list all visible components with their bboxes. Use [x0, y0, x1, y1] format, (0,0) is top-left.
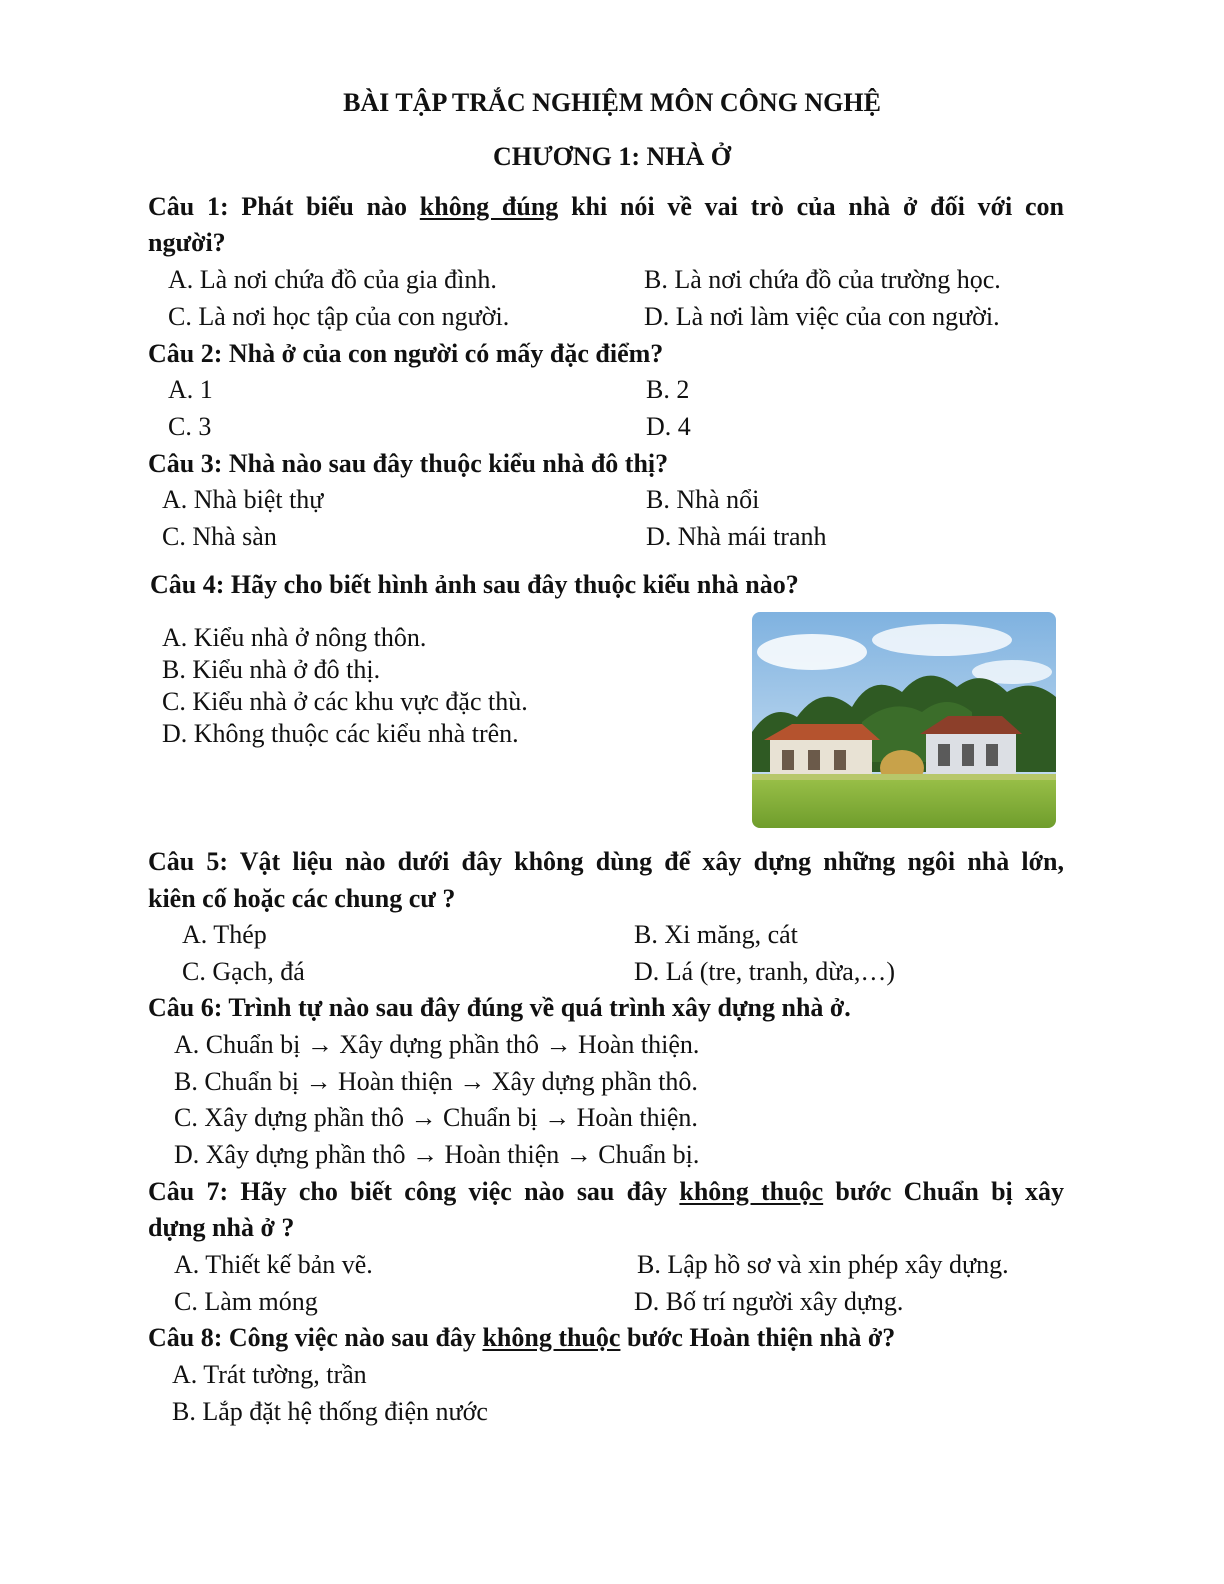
q5-option-d[interactable]: D. Lá (tre, tranh, dừa,…) [634, 957, 895, 986]
q4-option-a[interactable]: A. Kiểu nhà ở nông thôn. [162, 623, 427, 652]
question-5-line-1: Câu 5: Vật liệu nào dưới đây không dùng để xây dựng những ngôi nhà lớn, [148, 847, 1064, 876]
question-4: Câu 4: Hãy cho biết hình ảnh sau đây thuộc kiểu nhà nào? [150, 570, 799, 599]
q1-option-d[interactable]: D. Là nơi làm việc của con người. [644, 302, 1000, 331]
q6-option-c[interactable]: C. Xây dựng phần thô → Chuẩn bị → Hoàn thiện. [174, 1103, 698, 1132]
emphasis-not-included: không thuộc [679, 1177, 824, 1206]
q3-option-c[interactable]: C. Nhà sàn [162, 522, 277, 551]
emphasis-not-correct: không đúng [419, 192, 559, 221]
q6-option-a[interactable]: A. Chuẩn bị → Xây dựng phần thô → Hoàn thiện. [174, 1030, 700, 1059]
question-5-line-2: kiên cố hoặc các chung cư ? [148, 884, 456, 913]
q7-option-d[interactable]: D. Bố trí người xây dựng. [634, 1287, 904, 1316]
q4-option-b[interactable]: B. Kiểu nhà ở đô thị. [162, 655, 381, 684]
q5-option-b[interactable]: B. Xi măng, cát [634, 920, 798, 949]
q7-option-c[interactable]: C. Làm móng [174, 1287, 318, 1316]
q1-option-b[interactable]: B. Là nơi chứa đồ của trường học. [644, 265, 1001, 294]
q5-option-c[interactable]: C. Gạch, đá [182, 957, 305, 986]
question-7-line-2: dựng nhà ở ? [148, 1213, 295, 1242]
document-title: BÀI TẬP TRẮC NGHIỆM MÔN CÔNG NGHỆ [343, 88, 881, 117]
q7-option-b[interactable]: B. Lập hồ sơ và xin phép xây dựng. [637, 1250, 1009, 1279]
q1-option-c[interactable]: C. Là nơi học tập của con người. [168, 302, 510, 331]
chapter-title: CHƯƠNG 1: NHÀ Ở [492, 142, 732, 171]
q3-option-b[interactable]: B. Nhà nổi [646, 485, 760, 514]
q3-option-d[interactable]: D. Nhà mái tranh [646, 522, 827, 551]
q4-option-c[interactable]: C. Kiểu nhà ở các khu vực đặc thù. [162, 687, 528, 716]
q7-option-a[interactable]: A. Thiết kế bản vẽ. [174, 1250, 373, 1279]
question-1-line-1: Câu 1: Phát biểu nào không đúng khi nói về vai trò của nhà ở đối với con [148, 192, 1064, 221]
q2-option-b[interactable]: B. 2 [646, 375, 690, 404]
q4-option-d[interactable]: D. Không thuộc các kiểu nhà trên. [162, 719, 519, 748]
question-7-line-1: Câu 7: Hãy cho biết công việc nào sau đây không thuộc bước Chuẩn bị xây [148, 1177, 1065, 1206]
q8-option-a[interactable]: A. Trát tường, trần [172, 1360, 367, 1389]
question-2: Câu 2: Nhà ở của con người có mấy đặc điểm? [148, 339, 664, 368]
question-6: Câu 6: Trình tự nào sau đây đúng về quá trình xây dựng nhà ở. [148, 993, 851, 1022]
q6-option-b[interactable]: B. Chuẩn bị → Hoàn thiện → Xây dựng phần thô. [174, 1067, 698, 1096]
q6-option-d[interactable]: D. Xây dựng phần thô → Hoàn thiện → Chuẩn bị. [174, 1140, 700, 1169]
q5-option-a[interactable]: A. Thép [182, 920, 267, 949]
q1-option-a[interactable]: A. Là nơi chứa đồ của gia đình. [168, 265, 497, 294]
emphasis-not-included: không thuộc [482, 1323, 621, 1352]
q2-option-d[interactable]: D. 4 [646, 412, 691, 441]
question-3: Câu 3: Nhà nào sau đây thuộc kiểu nhà đô thị? [148, 449, 669, 478]
rural-house-photo [752, 612, 1056, 828]
question-1-line-2: người? [148, 228, 226, 257]
q3-option-a[interactable]: A. Nhà biệt thự [162, 485, 324, 514]
question-8: Câu 8: Công việc nào sau đây không thuộc bước Hoàn thiện nhà ở? [148, 1323, 896, 1352]
q2-option-c[interactable]: C. 3 [168, 412, 212, 441]
q2-option-a[interactable]: A. 1 [168, 375, 213, 404]
q8-option-b[interactable]: B. Lắp đặt hệ thống điện nước [172, 1397, 488, 1426]
